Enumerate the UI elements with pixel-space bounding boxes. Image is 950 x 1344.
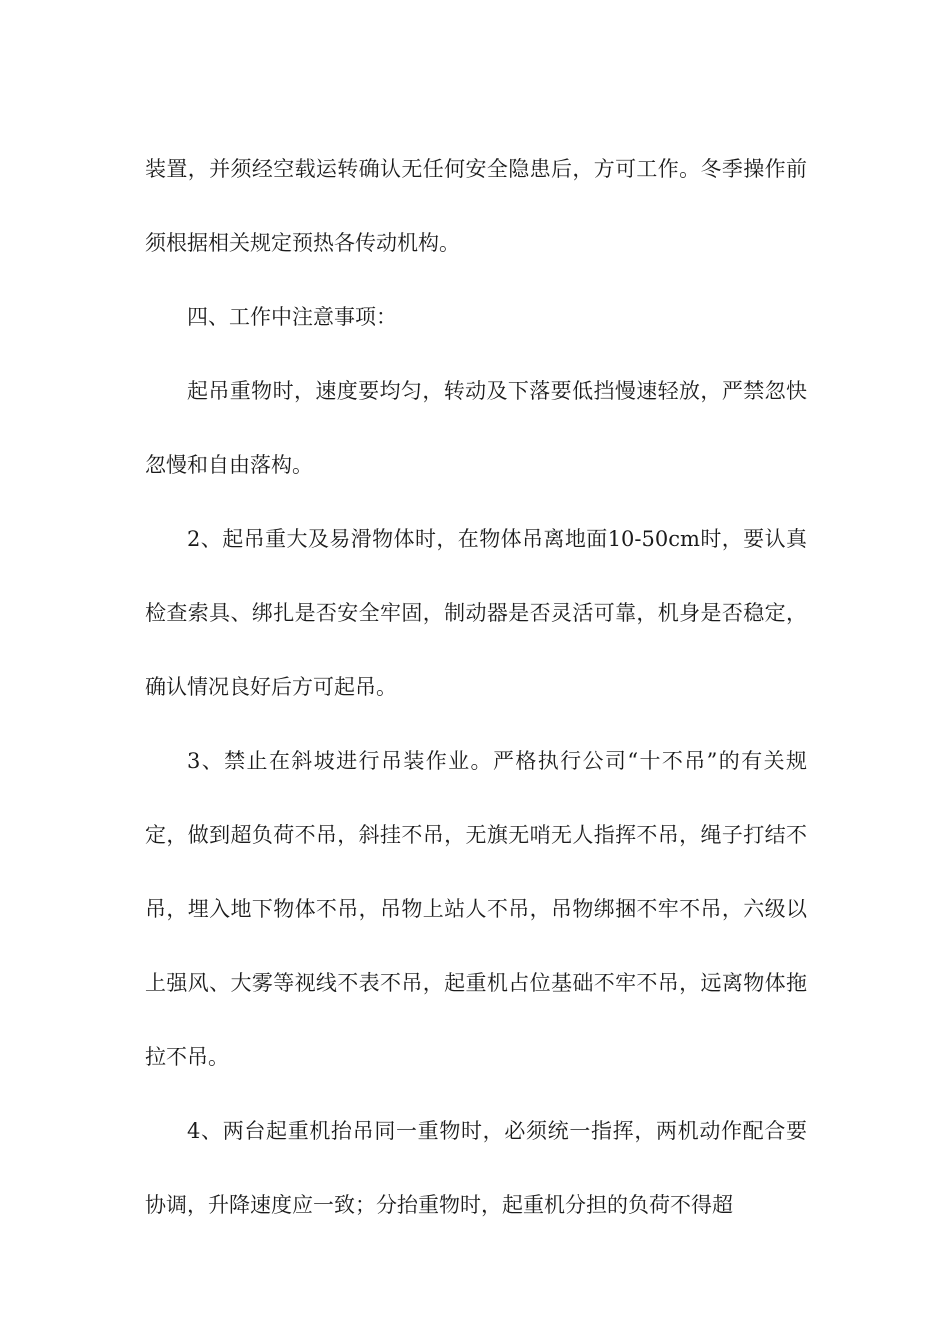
paragraph-item-4: 4、两台起重机抬吊同一重物时，必须统一指挥，两机动作配合要协调，升降速度应一致；分抬重物时，起重机分担的负荷不得超 — [145, 1119, 807, 1217]
paragraph-continuation: 装置，并须经空载运转确认无任何安全隐患后，方可工作。冬季操作前须根据相关规定预热各传动机构。 — [145, 157, 807, 255]
paragraph-item-3: 3、禁止在斜坡进行吊装作业。严格执行公司“十不吊”的有关规定，做到超负荷不吊，斜挂不吊，无旗无哨无人指挥不吊，绳子打结不吊，埋入地下物体不吊，吊物上站人不吊，吊物绑捆不牢不吊，六级以上强风、大雾等视线不表不吊，起重机占位基础不牢不吊，远离物体拖拉不吊。 — [145, 749, 807, 1069]
paragraph-item-2: 2、起吊重大及易滑物体时，在物体吊离地面10-50cm时，要认真检查索具、绑扎是否安全牢固，制动器是否灵活可靠，机身是否稳定，确认情况良好后方可起吊。 — [145, 527, 807, 699]
section-heading: 四、工作中注意事项： — [187, 305, 397, 329]
paragraph-item-1: 起吊重物时，速度要均匀，转动及下落要低挡慢速轻放，严禁忽快忽慢和自由落构。 — [145, 379, 807, 477]
document-body — [145, 132, 807, 1242]
